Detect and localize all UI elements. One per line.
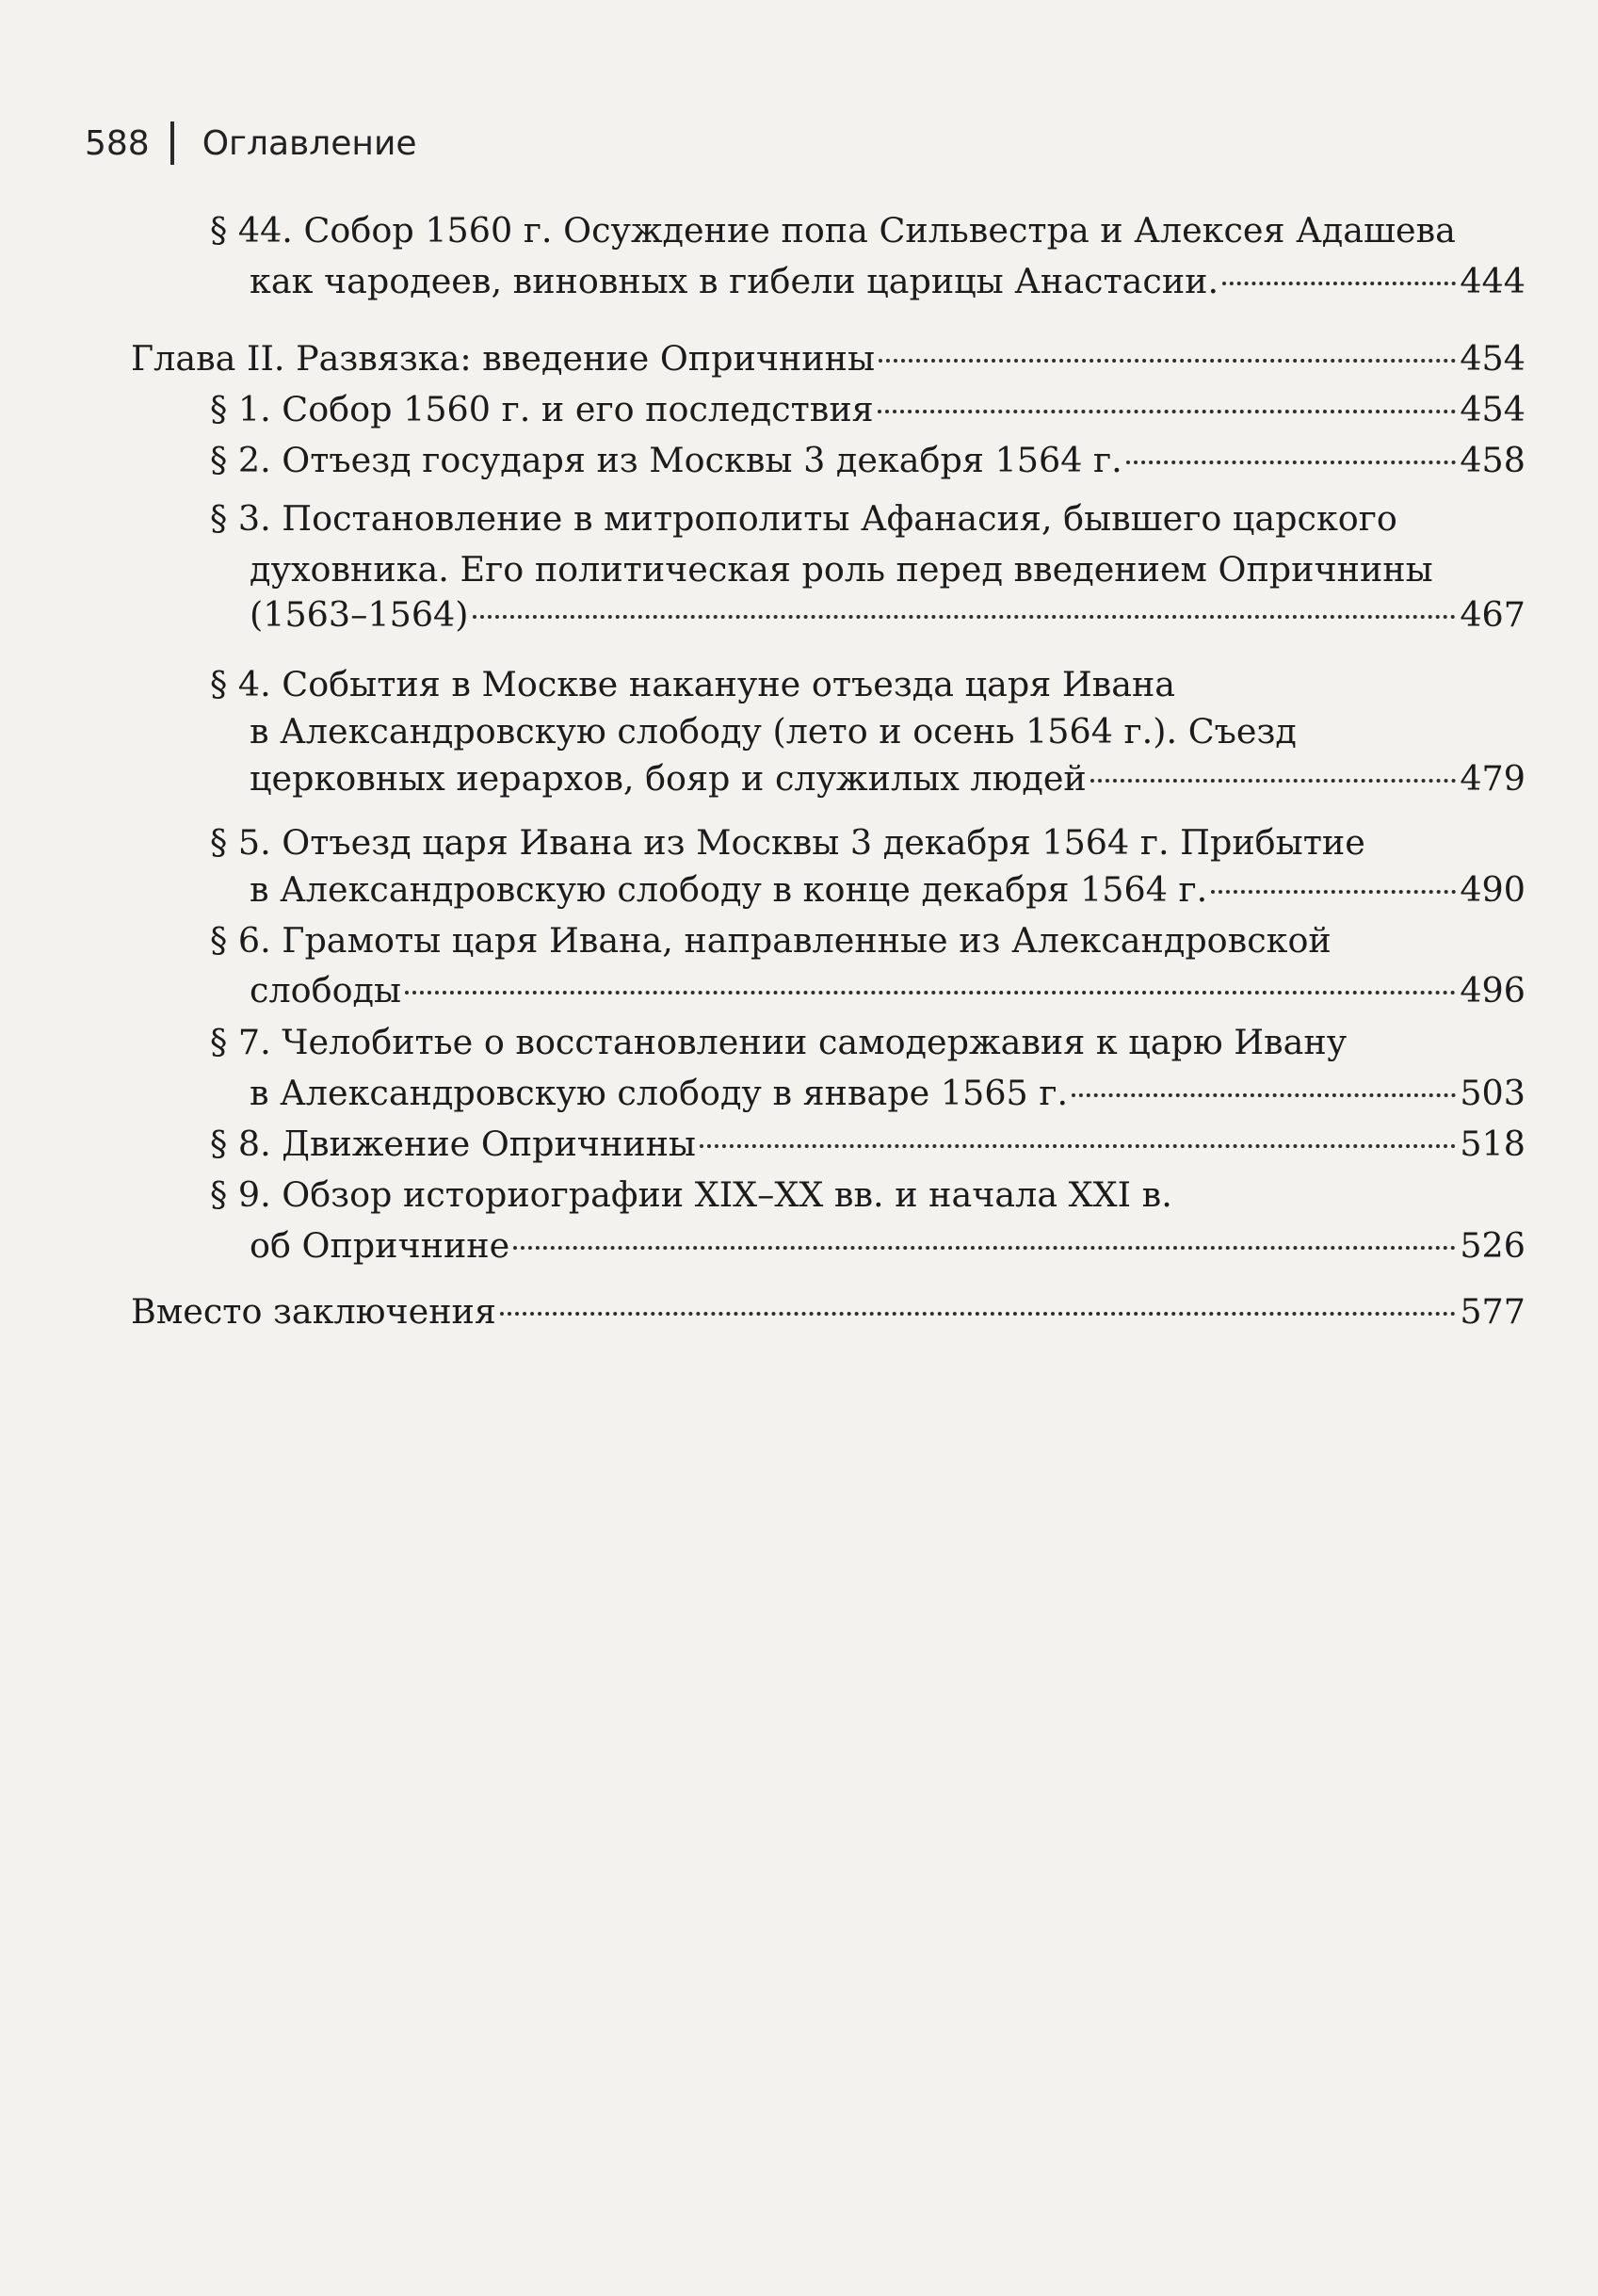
toc-entry-text: в Александровскую слободу в январе 1565 г. (250, 1073, 1069, 1113)
toc-entry-3[interactable] (250, 590, 1525, 640)
toc-entry-text: в Александровскую слободу в конце декабря 1564 г. (250, 869, 1208, 910)
toc-entry-text: в Александровскую слободу (лето и осень 1564 г.). Съезд (250, 711, 1297, 752)
toc-entry-text: § 8. Движение Опричнины (210, 1124, 696, 1164)
toc-entry-3-line1 (210, 493, 1397, 544)
toc-page-number: 496 (1460, 970, 1525, 1011)
toc-entry-text: § 9. Обзор историографии XIX–XX вв. и начала XXI в. (210, 1174, 1172, 1215)
toc-entry-4[interactable] (250, 753, 1525, 804)
toc-chapter-2[interactable] (131, 333, 1525, 384)
toc-page-number: 490 (1460, 869, 1525, 910)
toc-entry-9[interactable] (250, 1221, 1525, 1271)
toc-page-number: 577 (1460, 1291, 1525, 1332)
toc-entry-4-line2 (250, 706, 1297, 757)
dot-leader (700, 1144, 1456, 1148)
toc-page-number: 454 (1460, 338, 1525, 379)
toc-entry-text: § 7. Челобитье о восстановлении самодержавия к царю Ивану (210, 1022, 1348, 1062)
toc-page-number: 479 (1460, 758, 1525, 799)
toc-entry-text: § 2. Отъезд государя из Москвы 3 декабря 1564 г. (210, 440, 1122, 480)
toc-entry-9-line1 (210, 1170, 1172, 1221)
dot-leader (513, 1246, 1456, 1250)
toc-entry-4-line1 (210, 659, 1175, 710)
toc-entry-text: § 6. Грамоты царя Ивана, направленные из Александровской (210, 920, 1332, 961)
dot-leader (879, 359, 1456, 363)
dot-leader (1211, 890, 1456, 894)
conclusion-title: Вместо заключения (131, 1291, 496, 1332)
toc-page-number: 458 (1460, 440, 1525, 480)
toc-page-number: 518 (1460, 1124, 1525, 1164)
running-head (85, 115, 417, 171)
toc-entry-text: об Опричнине (250, 1225, 510, 1266)
toc-entry-text: духовника. Его политическая роль перед введением Опричнины (250, 549, 1433, 590)
section-title: Оглавление (202, 123, 417, 163)
toc-entry-text: (1563–1564) (250, 594, 469, 635)
toc-entry-5[interactable] (250, 865, 1525, 915)
dot-leader (1126, 461, 1457, 464)
toc-page-number: 467 (1460, 594, 1525, 635)
toc-entry-text: церковных иерархов, бояр и служилых людей (250, 758, 1087, 799)
dot-leader (405, 991, 1456, 994)
dot-leader (1222, 282, 1456, 285)
toc-entry-7-line1 (210, 1017, 1347, 1068)
page-number: 588 (85, 123, 150, 163)
toc-entry-3-line2 (250, 544, 1433, 595)
toc-entry-44[interactable] (250, 256, 1525, 307)
toc-entry-6-line1 (210, 915, 1332, 966)
toc-page-number: 454 (1460, 389, 1525, 429)
toc-page-number: 444 (1460, 261, 1525, 301)
toc-entry-44-line1 (210, 205, 1456, 256)
toc-entry-text: § 4. События в Москве накануне отъезда царя Ивана (210, 664, 1176, 704)
toc-entry-8[interactable] (210, 1119, 1525, 1170)
toc-page-number: 526 (1460, 1225, 1525, 1266)
dot-leader (878, 410, 1457, 413)
toc-entry-2[interactable] (210, 435, 1525, 486)
toc-entry-6[interactable] (250, 965, 1525, 1016)
toc-entry-5-line1 (210, 817, 1365, 868)
dot-leader (1072, 1093, 1456, 1097)
header-divider (170, 121, 174, 165)
toc-entry-text: § 44. Собор 1560 г. Осуждение попа Сильвестра и Алексея Адашева (210, 210, 1456, 251)
toc-entry-text: § 5. Отъезд царя Ивана из Москвы 3 декабря 1564 г. Прибытие (210, 822, 1365, 863)
toc-entry-text: § 3. Постановление в митрополиты Афанасия, бывшего царского (210, 498, 1397, 539)
dot-leader (473, 615, 1457, 619)
toc-conclusion[interactable] (131, 1286, 1525, 1337)
dot-leader (1090, 779, 1457, 783)
toc-entry-7[interactable] (250, 1068, 1525, 1119)
toc-entry-text: как чародеев, виновных в гибели царицы Анастасии. (250, 261, 1219, 301)
chapter-title: Глава II. Развязка: введение Опричнины (131, 338, 875, 379)
toc-page-number: 503 (1460, 1073, 1525, 1113)
dot-leader (500, 1312, 1456, 1316)
toc-entry-text: слободы (250, 970, 402, 1011)
toc-entry-1[interactable] (210, 384, 1525, 435)
toc-entry-text: § 1. Собор 1560 г. и его последствия (210, 389, 874, 429)
